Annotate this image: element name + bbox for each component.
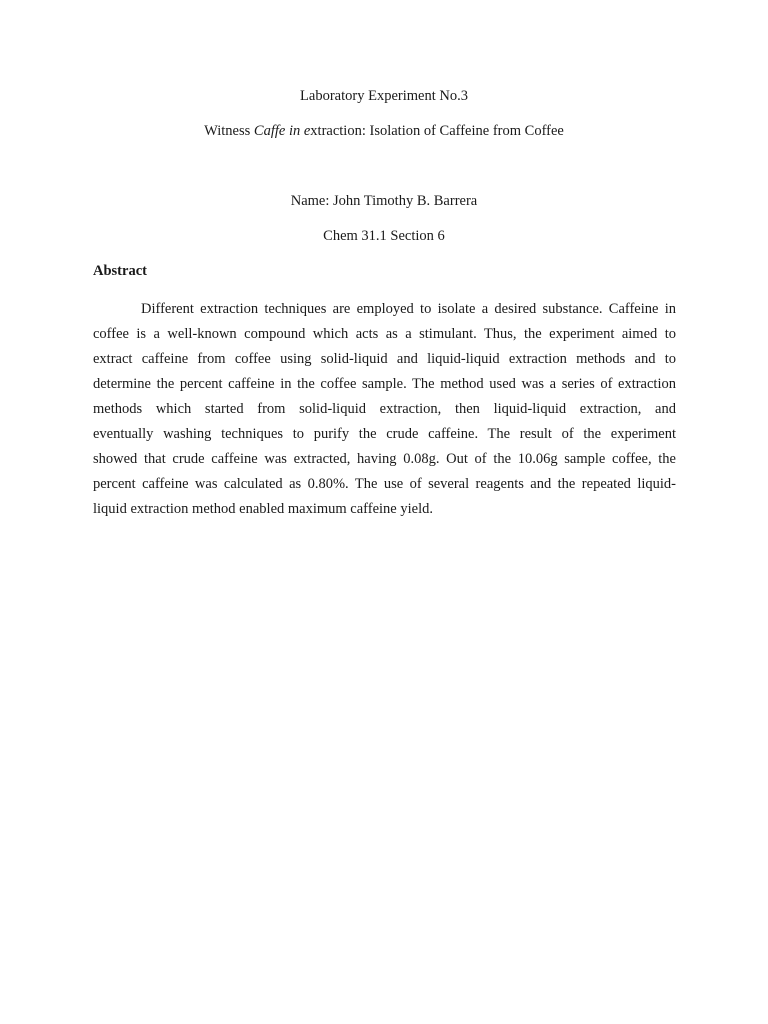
abstract-heading: Abstract [93,263,147,279]
subtitle-suffix: xtraction: Isolation of Caffeine from Coffee [310,123,564,139]
abstract-line: Different extraction techniques are employed to isolate a desired substance. Caffeine in [141,301,676,317]
abstract-line: percent caffeine was calculated as 0.80%. The use of several reagents and the repeated liquid- [93,476,676,492]
subtitle-italic: Caffe in e [253,123,311,139]
course-section: Chem 31.1 Section 6 [323,228,445,244]
subtitle-prefix: Witness [204,123,254,139]
abstract-line: extract caffeine from coffee using solid-liquid and liquid-liquid extraction methods and to [93,351,676,367]
abstract-line: showed that crude caffeine was extracted, having 0.08g. Out of the 10.06g sample coffee, the [93,451,676,467]
abstract-line: eventually washing techniques to purify the crude caffeine. The result of the experiment [93,426,676,442]
abstract-line: liquid extraction method enabled maximum caffeine yield. [93,501,433,517]
abstract-line: coffee is a well-known compound which acts as a stimulant. Thus, the experiment aimed to [93,326,676,342]
document-title: Laboratory Experiment No.3 [300,88,468,104]
document-subtitle [0,122,768,140]
abstract-line: determine the percent caffeine in the coffee sample. The method used was a series of extraction [93,376,676,392]
abstract-line: methods which started from solid-liquid extraction, then liquid-liquid extraction, and [93,401,676,417]
abstract-body [93,297,676,522]
author-name: Name: John Timothy B. Barrera [290,193,478,209]
